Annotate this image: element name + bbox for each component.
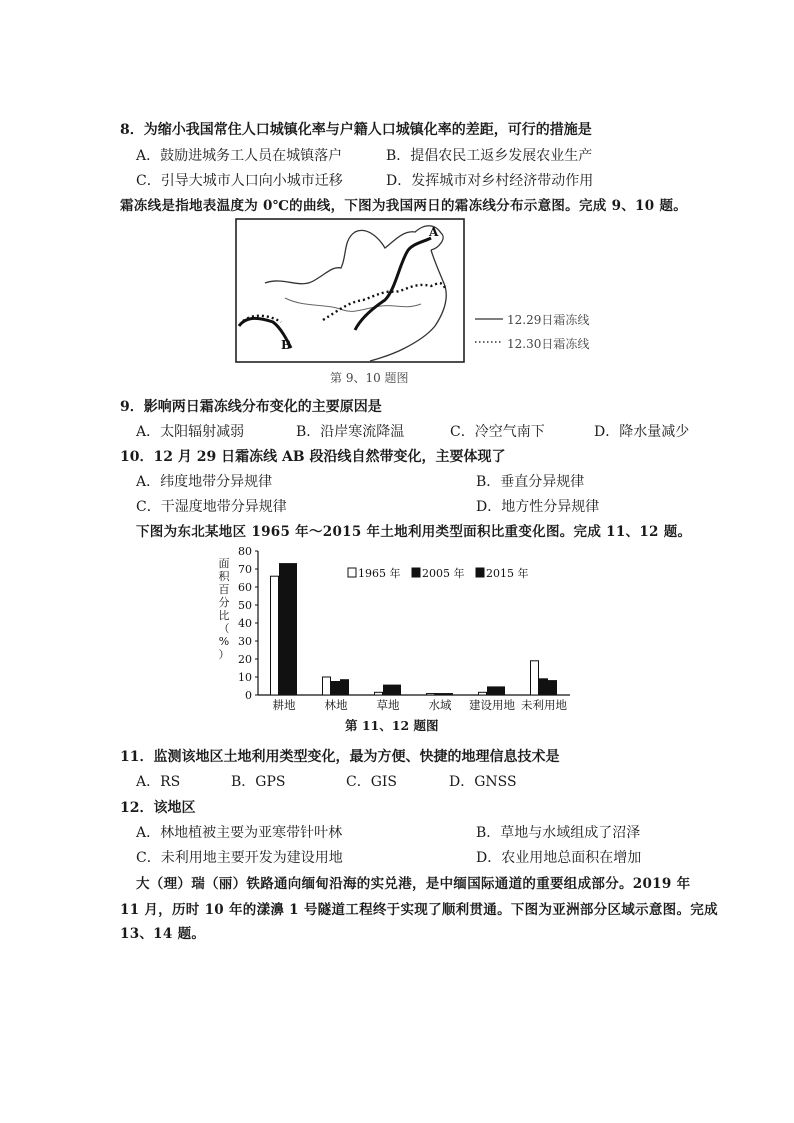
q10-option-a: A．纬度地带分异规律 [136,474,273,490]
bar-3-2 [445,694,453,695]
bar-5-1 [540,679,548,695]
q12-option-c: C．未利用地主要开发为建设用地 [136,850,343,866]
bar-5-2 [549,681,557,695]
bar-1-2 [341,680,349,695]
intro-13-14-line3: 13、14 题。 [120,926,206,942]
legend-label-0: 1965 年 [358,567,401,580]
legend-swatch-0 [348,568,356,577]
q10-option-b: B．垂直分异规律 [476,474,585,490]
q8-option-b: B．提倡农民工返乡发展农业生产 [386,148,593,164]
q12-option-d: D．农业用地总面积在增加 [476,850,642,866]
bar-0-0 [271,576,279,695]
intro-9-10: 霜冻线是指地表温度为 0℃的曲线，下图为我国两日的霜冻线分布示意图。完成 9、10 题。 [120,198,688,214]
y-tick-label: 50 [238,599,252,612]
point-b-label: B [281,338,292,352]
y-axis-label [219,557,231,661]
intro-13-14-line2: 11 月，历时 10 年的漾濞 1 号隧道工程终于实现了顺利贯通。下图为亚洲部分区域示意图。完成 [120,902,718,918]
q9-option-b: B．沿岸寒流降温 [296,424,405,440]
q12-option-a: A．林地植被主要为亚寒带针叶林 [136,825,343,841]
map-legend-lines [472,311,505,351]
x-tick-label: 草地 [376,698,400,712]
x-tick-label: 林地 [324,698,348,712]
legend-swatch-1 [412,568,420,577]
legend-label-2: 2015 年 [486,567,529,580]
q11-option-c: C．GIS [346,774,398,790]
y-axis-label-char: 积 [218,570,230,583]
chart-caption: 第 11、12 题图 [345,718,439,733]
intro-13-14-line1: 大（理）瑞（丽）铁路通向缅甸沿海的实兑港，是中缅国际通道的重要组成部分。2019 年 [136,876,691,892]
y-axis-label-char: 比 [218,609,230,622]
y-axis-label-char: 分 [218,596,230,609]
q12-option-b: B．草地与水域组成了沼泽 [476,825,641,841]
q8-option-a: A．鼓励进城务工人员在城镇落户 [136,148,343,164]
bar-0-2 [289,564,297,695]
frost-line-map [235,218,465,363]
y-axis-label-char: ） [218,648,230,661]
y-axis-label-char: 面 [218,557,230,570]
q11-stem: 11．监测该地区土地利用类型变化，最为方便、快捷的地理信息技术是 [120,749,560,765]
bar-4-0 [479,692,487,695]
legend-label-1230: 12.30日霜冻线 [507,337,590,351]
x-tick-label: 耕地 [272,698,296,712]
legend-swatch-2 [476,568,484,577]
y-tick-label: 30 [238,635,252,648]
y-tick-label: 80 [238,545,252,558]
legend-label-1229: 12.29日霜冻线 [507,313,590,327]
bar-5-0 [531,661,539,695]
q9-option-d: D．降水量减少 [594,424,690,440]
q8-option-d: D．发挥城市对乡村经济带动作用 [386,173,594,189]
legend-label-1: 2005 年 [422,567,465,580]
q10-option-c: C．干湿度地带分异规律 [136,499,287,515]
y-axis-label-char: （ [218,622,230,635]
y-axis-label-char: % [218,635,230,648]
point-a-label: A [429,225,439,239]
q9-stem: 9．影响两日霜冻线分布变化的主要原因是 [120,399,382,415]
y-axis-label-char: 百 [218,583,230,596]
bar-3-1 [436,694,444,695]
map-caption: 第 9、10 题图 [330,371,409,385]
bar-2-0 [375,692,383,695]
bar-2-1 [384,685,392,695]
q11-option-a: A．RS [136,774,181,790]
bar-4-1 [488,687,496,695]
bar-1-1 [332,682,340,696]
y-tick-label: 0 [245,689,252,702]
land-use-bar-chart [214,545,580,715]
q9-option-c: C．冷空气南下 [450,424,545,440]
y-tick-label: 10 [238,671,252,684]
q10-option-d: D．地方性分异规律 [476,499,600,515]
map-frame [236,219,464,362]
q9-option-a: A．太阳辐射减弱 [136,424,245,440]
y-tick-label: 20 [238,653,252,666]
q11-option-b: B．GPS [231,774,286,790]
bar-3-0 [427,694,435,695]
intro-11-12: 下图为东北某地区 1965 年～2015 年土地利用类型面积比重变化图。完成 11、12 题。 [136,524,692,540]
q10-stem: 10．12 月 29 日霜冻线 AB 段沿线自然带变化，主要体现了 [120,449,506,465]
bar-2-2 [393,685,401,695]
x-tick-label: 未利用地 [521,698,567,712]
y-tick-label: 70 [238,563,252,576]
y-tick-label: 60 [238,581,252,594]
bar-1-0 [323,677,331,695]
q8-stem: 8．为缩小我国常住人口城镇化率与户籍人口城镇化率的差距，可行的措施是 [120,122,592,138]
q8-option-c: C．引导大城市人口向小城市迁移 [136,173,343,189]
x-tick-label: 水域 [428,698,452,712]
y-tick-label: 40 [238,617,252,630]
bar-4-2 [497,687,505,695]
x-tick-label: 建设用地 [469,698,515,712]
bar-0-1 [280,564,288,695]
q11-option-d: D．GNSS [449,774,517,790]
q12-stem: 12．该地区 [120,800,196,816]
